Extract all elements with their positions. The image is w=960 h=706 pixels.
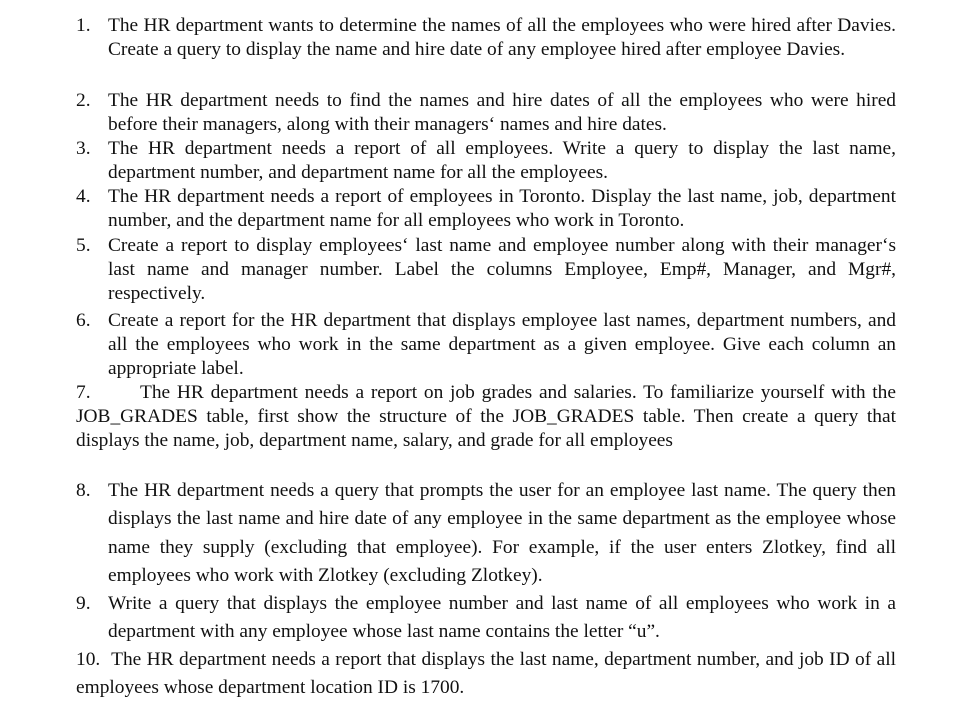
question-number: 3. [76,138,91,159]
question-text: The HR department needs a report of employees in Toronto. Display the last name, job, department number, and the department name for all employees who work in Toronto. [108,186,896,232]
question-3 [76,137,896,185]
question-text [76,646,896,703]
question-7 [76,381,896,454]
question-10 [76,646,896,703]
question-number: 10. [76,649,101,670]
question-text: Create a report to display employees‘ last name and employee number along with their manager‘s last name and manager number. Label the columns Employee, Emp#, Manager, and Mgr#, respectively. [108,235,896,305]
question-text: The HR department wants to determine the names of all the employees who were hired after Davies. Create a query to display the name and hire date of any employee hired after employee Davies. [108,15,896,61]
question-8 [76,477,896,591]
question-number: 9. [76,593,91,614]
question-number: 8. [76,480,91,501]
question-2 [76,89,896,137]
question-number: 5. [76,235,91,256]
question-body: The HR department needs a report that displays the last name, department number, and job ID of all employees whose department location ID is 1700. [76,649,896,699]
question-text: Write a query that displays the employee number and last name of all employees who work in a department with any employee whose last name contains the letter “u”. [108,593,896,643]
question-4 [76,185,896,233]
question-6 [76,309,896,382]
question-number: 1. [76,15,91,36]
question-5 [76,234,896,307]
question-text: The HR department needs a query that prompts the user for an employee last name. The query then displays the last name and hire date of any employee in the same department as the employee whose name they supply (excluding that employee). For example, if the user enters Zlotkey, find all employees who work with Zlotkey (excluding Zlotkey). [108,480,896,587]
question-9 [76,590,896,647]
question-number: 7. [76,382,91,403]
question-text: The HR department needs a report of all employees. Write a query to display the last name, department number, and department name for all the employees. [108,138,896,184]
question-number: 6. [76,310,91,331]
question-1 [76,14,896,62]
question-text: The HR department needs a report on job grades and salaries. To familiarize yourself with the JOB_GRADES table, first show the structure of the JOB_GRADES table. Then create a query that displays the name, job, department name, salary, and grade for all employees [76,382,896,452]
question-number: 2. [76,90,91,111]
question-number: 4. [76,186,91,207]
question-text: Create a report for the HR department that displays employee last names, department numbers, and all the employees who work in the same department as a given employee. Give each column an appropriate label. [108,310,896,380]
question-text: The HR department needs to find the names and hire dates of all the employees who were hired before their managers, along with their managers‘ names and hire dates. [108,90,896,136]
